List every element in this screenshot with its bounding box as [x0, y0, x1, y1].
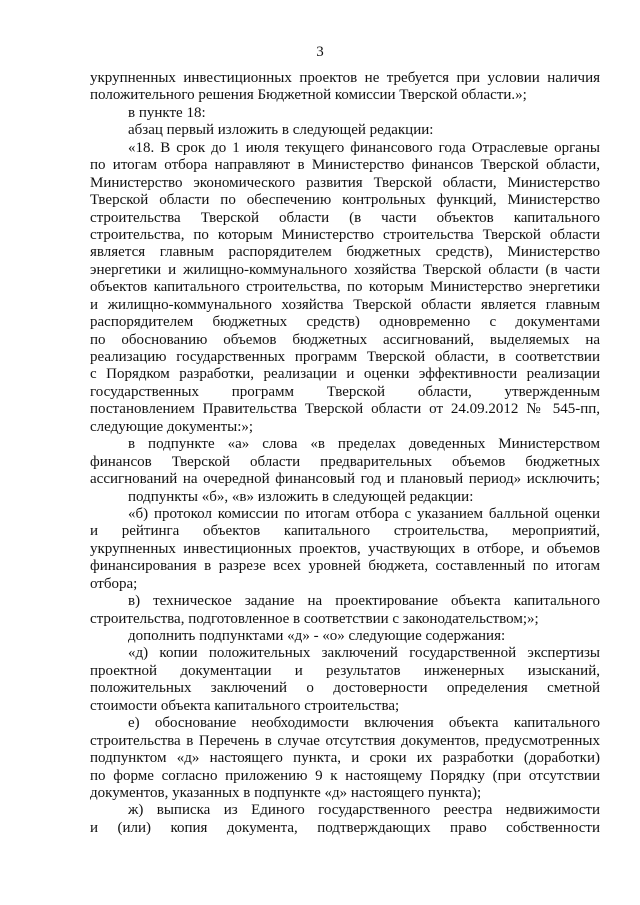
text-line: объектов капитального строительства, по которым Министерство энергетики — [90, 279, 600, 296]
page-number: 3 — [316, 44, 324, 60]
text-line: подпунктом «д» настоящего пункта, и сроки их разработки (доработки) — [90, 750, 600, 767]
text-line: положительного решения Бюджетной комиссии Тверской области.»; — [90, 87, 527, 104]
text-line: в подпункте «а» слова «в пределах доведенных Министерством — [128, 436, 600, 453]
text-line: постановлением Правительства Тверской области от 24.09.2012 № 545-пп, — [90, 401, 600, 418]
text-line: «б) протокол комиссии по итогам отбора с указанием балльной оценки — [128, 505, 600, 522]
text-line: в) техническое задание на проектирование объекта капитального — [128, 593, 600, 610]
text-line: абзац первый изложить в следующей редакции: — [128, 122, 434, 139]
text-line: в пункте 18: — [128, 104, 206, 121]
text-line: ж) выписка из Единого государственного реестра недвижимости — [128, 802, 600, 819]
document-body — [90, 70, 600, 837]
text-line: финансирования в разрезе всех уровней бюджета, составленный по итогам — [90, 558, 600, 575]
text-line: следующие документы:»; — [90, 418, 254, 435]
text-line: и (или) копия документа, подтверждающих право собственности — [90, 819, 600, 836]
text-line: по итогам отбора направляют в Министерство финансов Тверской области, — [90, 157, 600, 174]
text-line: по форме согласно приложению 9 к настоящему Порядку (при отсутствии — [90, 767, 600, 784]
text-line: укрупненных инвестиционных проектов, участвующих в отборе, и объемов — [90, 540, 600, 557]
text-line: строительства в Перечень в случае отсутствия документов, предусмотренных — [90, 732, 600, 749]
text-line: и жилищно-коммунального хозяйства Тверской области является главным — [90, 296, 600, 313]
text-line: е) обоснование необходимости включения объекта капитального — [128, 715, 600, 732]
text-line: стоимости объекта капитального строительства; — [90, 697, 400, 714]
text-line: энергетики и жилищно-коммунального хозяйства Тверской области (в части — [90, 261, 600, 278]
text-line: реализацию государственных программ Тверской области, в соответствии — [90, 349, 600, 365]
text-line: документов, указанных в подпункте «д» настоящего пункта); — [90, 784, 482, 801]
text-line: отбора; — [90, 575, 138, 592]
text-line: Министерство экономического развития Тверской области, Министерство — [90, 174, 600, 191]
text-line: и рейтинга объектов капитального строительства, мероприятий, — [90, 523, 600, 540]
text-line: «18. В срок до 1 июля текущего финансового года Отраслевые органы — [128, 139, 600, 156]
text-line: строительства, подготовленное в соответствии с законодательством;»; — [90, 610, 539, 627]
text-line: дополнить подпунктами «д» - «о» следующие содержания: — [128, 628, 506, 644]
text-line: строительства Тверской области (в части объектов капитального — [90, 209, 600, 226]
text-line: проектной документации и результатов инженерных изысканий, — [90, 662, 600, 679]
text-line: «д) копии положительных заключений государственной экспертизы — [128, 645, 600, 662]
text-line: положительных заключений о достоверности определения сметной — [90, 680, 600, 697]
text-line: распорядителем бюджетных средств) одновременно с документами — [90, 314, 600, 331]
text-line: с Порядком разработки, реализации и оценки эффективности реализации — [90, 366, 600, 383]
text-line: Тверской области по обеспечению контрольных функций, Министерство — [90, 192, 600, 209]
text-line: финансов Тверской области предварительных объемов бюджетных — [90, 453, 600, 470]
text-line: государственных программ Тверской области, утвержденным — [90, 383, 600, 400]
text-line: ассигнований на очередной финансовый год и плановый период» исключить; — [90, 471, 600, 488]
text-line: является главным распорядителем бюджетных средств), Министерство — [90, 244, 600, 261]
text-line: строительства, по которым Министерство строительства Тверской области — [90, 226, 600, 243]
text-line: по обоснованию объемов бюджетных ассигнований, выделяемых на — [90, 331, 600, 348]
text-line: укрупненных инвестиционных проектов не требуется при условии наличия — [90, 70, 600, 86]
text-line: подпункты «б», «в» изложить в следующей редакции: — [128, 488, 474, 505]
